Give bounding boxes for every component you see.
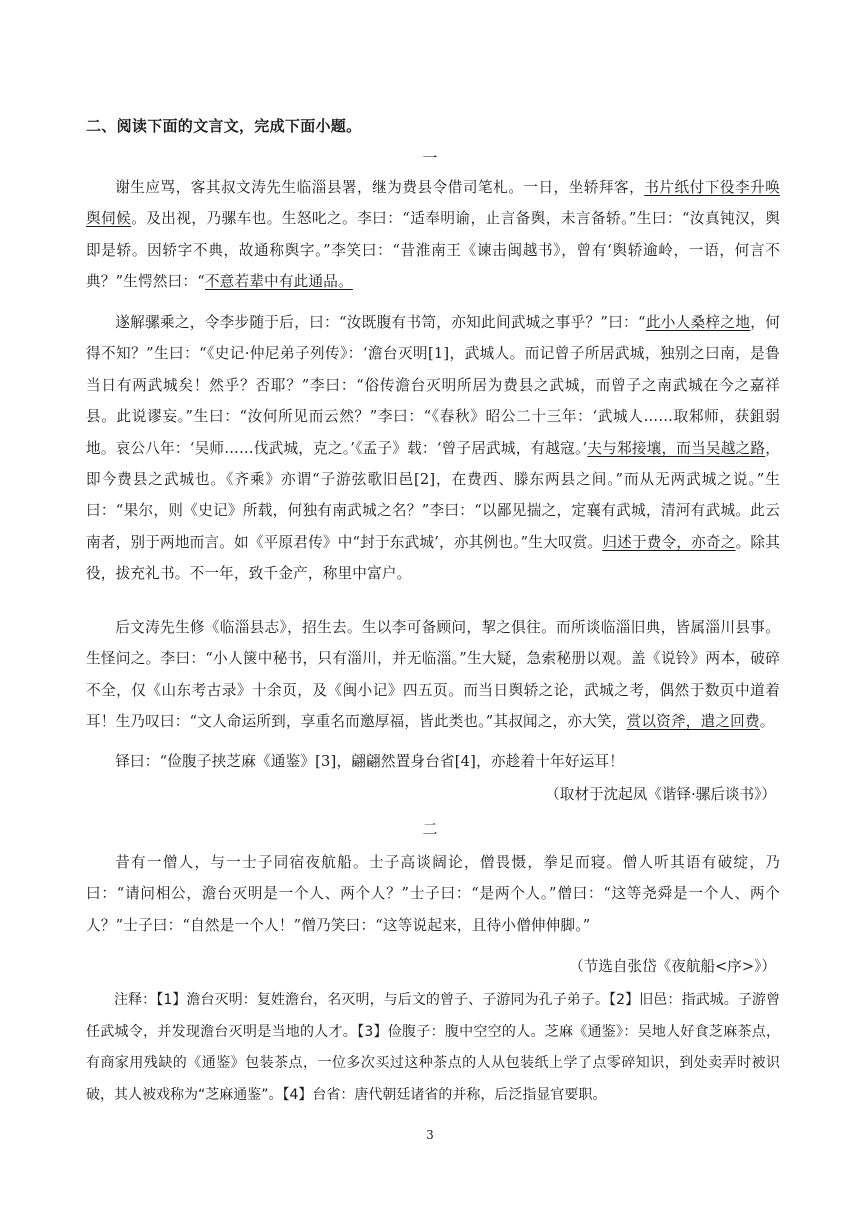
text-run: 谢生应骂，客其叔文涛先生临淄县署，继为费县令借司笔札。一日，坐轿拜客， <box>115 179 645 196</box>
text-run: ，何得不知？”生曰：“《史记·仲尼弟子列传》：‘澹台灭明[1]，武城人。而记曾子所居武城，独别之曰南，是鲁当日有两武城矣！然乎？否耶？”李曰：“俗传澹台灭明所居为费县之武城，而曾子之南武城在今之嘉祥县。此说谬妄。”生曰：“汝何所见而云然？”李曰：“《春秋》昭公二十三年：‘武城人……取邾师，获鉏弱地。哀公八年：‘吴师……伐武城，克之。’《孟子》载：‘曾子居武城，有越寇。’ <box>86 314 780 457</box>
section-one-mark: 一 <box>422 149 438 167</box>
passage-one-paragraph-4: 铎曰：“俭腹子挟芝麻《通鉴》[3]，翩翩然置身台省[4]，亦趁着十年好运耳！ <box>115 753 625 770</box>
source-citation-one: （取材于沈起凤《谐铎·骡后谈书》） <box>545 786 776 803</box>
underlined-phrase: 不意若辈中有此通品。 <box>204 273 353 291</box>
underlined-phrase: 归述于费令，亦奇之 <box>602 533 736 551</box>
source-citation-two: （节选自张岱《夜航船<序>》） <box>569 958 776 975</box>
section-two-mark: 二 <box>422 820 438 838</box>
passage-one-paragraph-3 <box>86 612 780 738</box>
text-run: 遂解骡乘之，令李步随于后，曰：“汝既腹有书笥，亦知此间武城之事乎？”曰：“ <box>115 314 646 331</box>
underlined-phrase: 赏以资斧，遣之回费 <box>626 713 760 731</box>
text-run: 。除其役，拔充礼书。不一年，致千金产，称里中富户。 <box>86 533 780 583</box>
question-heading: 二、阅读下面的文言文，完成下面小题。 <box>86 117 362 135</box>
page-number: 3 <box>426 1128 434 1142</box>
underlined-phrase: 书片纸付下役李升唤舆伺候 <box>86 179 780 228</box>
passage-one-paragraph-1 <box>86 172 780 298</box>
passage-one-paragraph-2 <box>86 307 780 590</box>
text-run: 。及出视，乃骡车也。生怒叱之。李曰：“适奉明谕，止言备舆，未言备轿。”生曰：“汝真钝汉，舆即是轿。因轿字不典，故通称舆字。”李笑曰：“昔淮南王《谏击闽越书》，曾有‘舆轿逾岭，一语，何言不典？”生愕然曰：“ <box>86 210 780 291</box>
text-run: 后文涛先生修《临淄县志》，招生去。生以李可备顾问，挈之俱往。而所谈临淄旧典，皆属淄川县事。生怪问之。李曰：“小人箧中秘书，只有淄川，并无临淄。”生大疑，急索秘册以观。盖《说铃》两本，破碎不全，仅《山东考古录》十余页，及《闽小记》四五页。而当日舆轿之论，武城之考，偶然于数页中道着耳！生乃叹曰：“文人命运所到，享重名而邀厚福，皆此类也。”其叔闻之，亦大笑， <box>86 619 780 731</box>
text-run: 。 <box>759 713 775 731</box>
passage-two-paragraph: 昔有一僧人，与一士子同宿夜航船。士子高谈阔论，僧畏慑，拳足而寝。僧人听其语有破绽，乃曰：“请问相公，澹台灭明是一个人、两个人？”士子曰：“是两个人。”僧曰：“这等尧舜是一个人、两个人？”士子曰：“自然是一个人！”僧乃笑曰：“这等说起来，且待小僧伸伸脚。” <box>86 854 780 934</box>
text-run: ，即今费县之武城也。《齐乘》亦谓“子游弦歌旧邑[2]，在费西、滕东两县之间。”而从无两武城之说。”生曰：“果尔，则《史记》所载，何独有南武城之名？”李曰：“以鄙见揣之，定襄有武城，清河有武城。此云南者，别于两地而言。如《平原君传》中“封于东武城’，亦其例也。”生大叹赏。 <box>86 439 780 551</box>
annotations: 注释：【1】澹台灭明：复姓澹台，名灭明，与后文的曾子、子游同为孔子弟子。【2】旧邑：指武城。子游曾任武城令，并发现澹台灭明是当地的人才。【3】俭腹子：腹中空空的人。芝麻《通鉴》：吴地人好食芝麻茶点，有商家用残缺的《通鉴》包装茶点，一位多次买过这种茶点的人从包装纸上学了点零碎知识，到处卖弄时被识破，其人被戏称为“芝麻通鉴”。【4】台省：唐代朝廷诸省的并称，后泛指显官要职。 <box>86 992 780 1103</box>
underlined-phrase: 此小人桑梓之地 <box>645 314 751 331</box>
underlined-phrase: 夫与邾接壤，而当吴越之路 <box>587 439 766 457</box>
